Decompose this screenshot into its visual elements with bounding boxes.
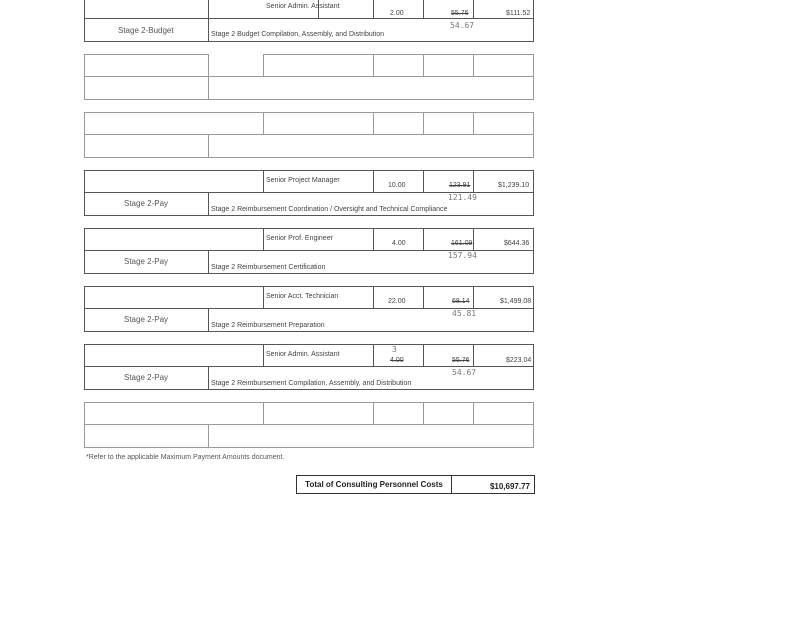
task-text: Stage 2 Reimbursement Coordination / Oversight and Technical Compliance	[211, 206, 448, 213]
empty-cell	[84, 54, 209, 77]
stage-text: Stage 2-Budget	[118, 26, 174, 35]
empty-cell	[208, 424, 534, 448]
task-text: Stage 2 Reimbursement Certification	[211, 264, 326, 271]
empty-cell	[84, 134, 209, 158]
stage-cell	[84, 228, 264, 251]
empty-cell	[373, 112, 424, 135]
task-text: Stage 2 Budget Compilation, Assembly, and Distribution	[211, 31, 385, 38]
cost-row-0	[84, 0, 534, 42]
empty-cell	[208, 76, 534, 100]
stage-cell	[84, 286, 264, 309]
task-text: Stage 2 Reimbursement Preparation	[211, 322, 325, 329]
stage-cell	[84, 344, 264, 367]
empty-cell	[263, 402, 374, 425]
cost-row-3	[84, 286, 534, 332]
empty-cell	[473, 112, 534, 135]
amount-text: $223.04	[506, 357, 532, 364]
hours-text: 2.00	[390, 10, 404, 17]
stage-cell	[84, 0, 209, 19]
amount-text: $644.36	[504, 240, 530, 247]
amount-text: $111.52	[506, 10, 531, 17]
hours-text: 4.00	[392, 240, 406, 247]
rate-original-text: 123.91	[449, 182, 471, 189]
empty-row-block	[84, 54, 534, 100]
footnote: *Refer to the applicable Maximum Payment Amounts document.	[86, 454, 285, 461]
empty-cell	[423, 54, 474, 77]
cost-row-4	[84, 344, 534, 390]
task-text: Stage 2 Reimbursement Compilation, Assembly, and Distribution	[211, 380, 412, 387]
rate-revised-handwritten: 54.67	[450, 21, 475, 30]
empty-cell	[84, 76, 209, 100]
cost-row-2	[84, 228, 534, 274]
rate-revised-handwritten: 45.81	[452, 309, 477, 318]
empty-cell	[423, 402, 474, 425]
rate-original-text: 55.76	[452, 357, 470, 364]
empty-row-block	[84, 112, 534, 158]
empty-cell	[373, 54, 424, 77]
rate-revised-handwritten: 121.49	[448, 193, 477, 202]
empty-cell	[473, 54, 534, 77]
rate-original-text: 161.09	[451, 240, 473, 247]
empty-row-block	[84, 402, 534, 448]
empty-cell	[263, 54, 374, 77]
task-cell	[208, 18, 534, 42]
empty-cell	[473, 402, 534, 425]
hours-text: 22.00	[388, 298, 406, 305]
position-text: Senior Admin. Assistant	[266, 3, 340, 10]
total-value: $10,697.77	[451, 475, 535, 494]
empty-cell	[373, 402, 424, 425]
empty-cell	[84, 424, 209, 448]
total-label: Total of Consulting Personnel Costs	[296, 475, 452, 494]
position-text: Senior Acct. Technician	[266, 293, 339, 300]
position-text: Senior Admin. Assistant	[266, 351, 340, 358]
rate-revised-handwritten: 54.67	[452, 368, 477, 377]
empty-cell	[208, 134, 534, 158]
empty-cell	[423, 112, 474, 135]
position-text: Senior Project Manager	[266, 177, 340, 184]
position-text: Senior Prof. Engineer	[266, 235, 333, 242]
stage-cell	[84, 170, 264, 193]
empty-cell	[84, 402, 264, 425]
rate-original-text: 55.76	[451, 10, 469, 17]
amount-text: $1,239.10	[498, 182, 530, 189]
stage-text: Stage 2-Pay	[124, 373, 169, 382]
rate-original-text: 68.14	[452, 298, 470, 305]
stage-text: Stage 2-Pay	[124, 257, 169, 266]
hours-text: 4.00	[390, 357, 404, 364]
cost-row-1	[84, 170, 534, 216]
empty-cell	[84, 112, 264, 135]
rate-revised-handwritten: 157.94	[448, 251, 477, 260]
stage-text: Stage 2-Pay	[124, 199, 169, 208]
empty-cell	[263, 112, 374, 135]
hours-text: 10.00	[388, 182, 406, 189]
amount-text: $1,499.08	[500, 298, 532, 305]
stage-text: Stage 2-Pay	[124, 315, 169, 324]
hours-revised-handwritten: 3	[392, 345, 397, 354]
